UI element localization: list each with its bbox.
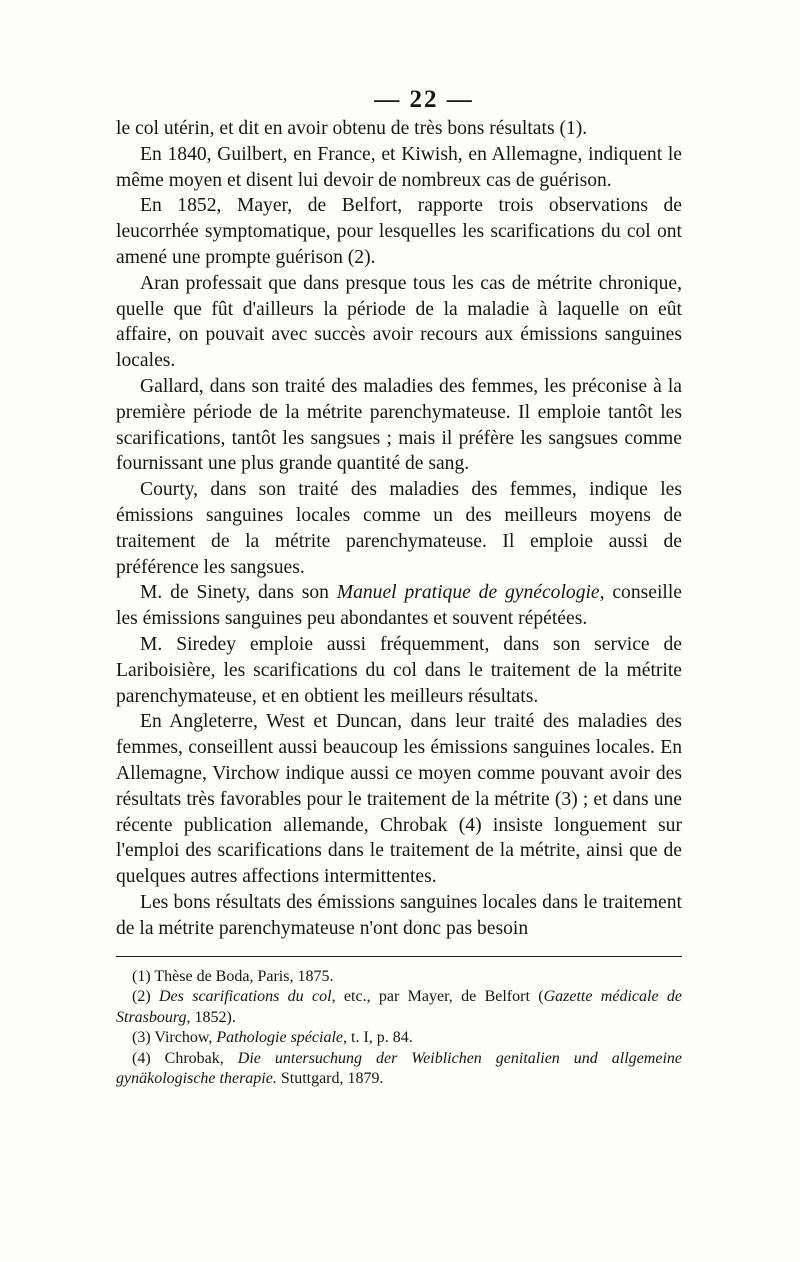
paragraph-2: En 1840, Guilbert, en France, et Kiwish, en Allemagne, indiquent le même moyen et disent lui devoir de nombreux cas de guérison. (116, 143, 682, 191)
paragraph-8: M. Siredey emploie aussi fréquemment, dans son service de Lariboisière, les scarifications du col dans le traitement de la métrite parenchymateuse, et en obtient les meilleurs résultats. (116, 633, 682, 707)
paragraph-6: Courty, dans son traité des maladies des femmes, indique les émissions sanguines locales comme un des meilleurs moyens de traitement de la métrite parenchymateuse. Il emploie aussi de préférence les sangsues. (116, 479, 682, 578)
footnote-2-prefix: (2) (132, 988, 159, 1005)
footnote-2 (116, 987, 682, 1028)
footnote-3-suffix: , t. I, p. 84. (343, 1029, 413, 1046)
paragraph-3: En 1852, Mayer, de Belfort, rapporte trois observations de leucorrhée symptomatique, pour lesquelles les scarifications du col ont amené une prompte guérison (2). (116, 195, 682, 268)
footnote-4-prefix: (4) Chrobak, (132, 1049, 238, 1067)
footnote-3-title: Pathologie spéciale (216, 1029, 343, 1046)
paragraph-7 (116, 580, 682, 632)
footnote-4 (116, 1049, 682, 1090)
paragraph-5: Gallard, dans son traité des maladies des femmes, les préconise à la première période de la métrite parenchymateuse. Il emploie tantôt les scarifications, tantôt les sangsues ; mais il préfère les sangsues comme fournissant une plus grande quantité de sang. (116, 375, 682, 475)
footnote-2-suffix: , 1852). (186, 1008, 236, 1026)
paragraph-4: Aran professait que dans presque tous les cas de métrite chronique, quelle que fût d'ailleurs la période de la maladie à laquelle on eût affaire, on pouvait avec succès avoir recours aux émissions sanguines locales. (116, 272, 682, 372)
footnotes (116, 967, 682, 1090)
footnote-3-prefix: (3) Virchow, (132, 1029, 217, 1046)
footnote-4-title: Die untersuchung der Weiblichen genitalien und allgemeine gynäkologische therapie. (116, 1049, 682, 1087)
footnote-divider (116, 956, 682, 957)
paragraph-1: le col utérin, et dit en avoir obtenu de très bons résultats (1). (116, 118, 588, 139)
page-number: — 22 — (374, 86, 474, 113)
footnote-2-mid: , etc., par Mayer, de Belfort ( (331, 988, 544, 1005)
paragraph-10: Les bons résultats des émissions sanguines locales dans le traitement de la métrite parenchymateuse n'ont donc pas besoin (116, 891, 682, 939)
footnote-2-journal: Gazette médicale de Strasbourg (116, 988, 682, 1026)
footnote-4-suffix: Stuttgard, 1879. (276, 1070, 384, 1087)
paragraph-7-after: , conseille les émissions sanguines peu abondantes et souvent répétées. (116, 582, 682, 630)
footnote-1: (1) Thèse de Boda, Paris, 1875. (132, 967, 334, 985)
footnote-3 (116, 1028, 682, 1049)
paragraph-7-before: M. de Sinety, dans son (140, 582, 337, 604)
paragraph-7-book-title: Manuel pratique de gynécologie (336, 582, 600, 604)
body-text (116, 116, 682, 942)
footnote-2-title: Des scarifications du col (159, 988, 332, 1005)
paragraph-9: En Angleterre, West et Duncan, dans leur traité des maladies des femmes, conseillent aussi beaucoup les émissions sanguines locales. En Allemagne, Virchow indique aussi ce moyen comme pouvant avoir des résultats très favorables pour le traitement de la métrite (3) ; et dans une récente publication allemande, Chrobak (4) insiste longuement sur l'emploi des scarifications dans le traitement de la métrite, ainsi que de quelques autres affections intermittentes. (116, 711, 682, 888)
